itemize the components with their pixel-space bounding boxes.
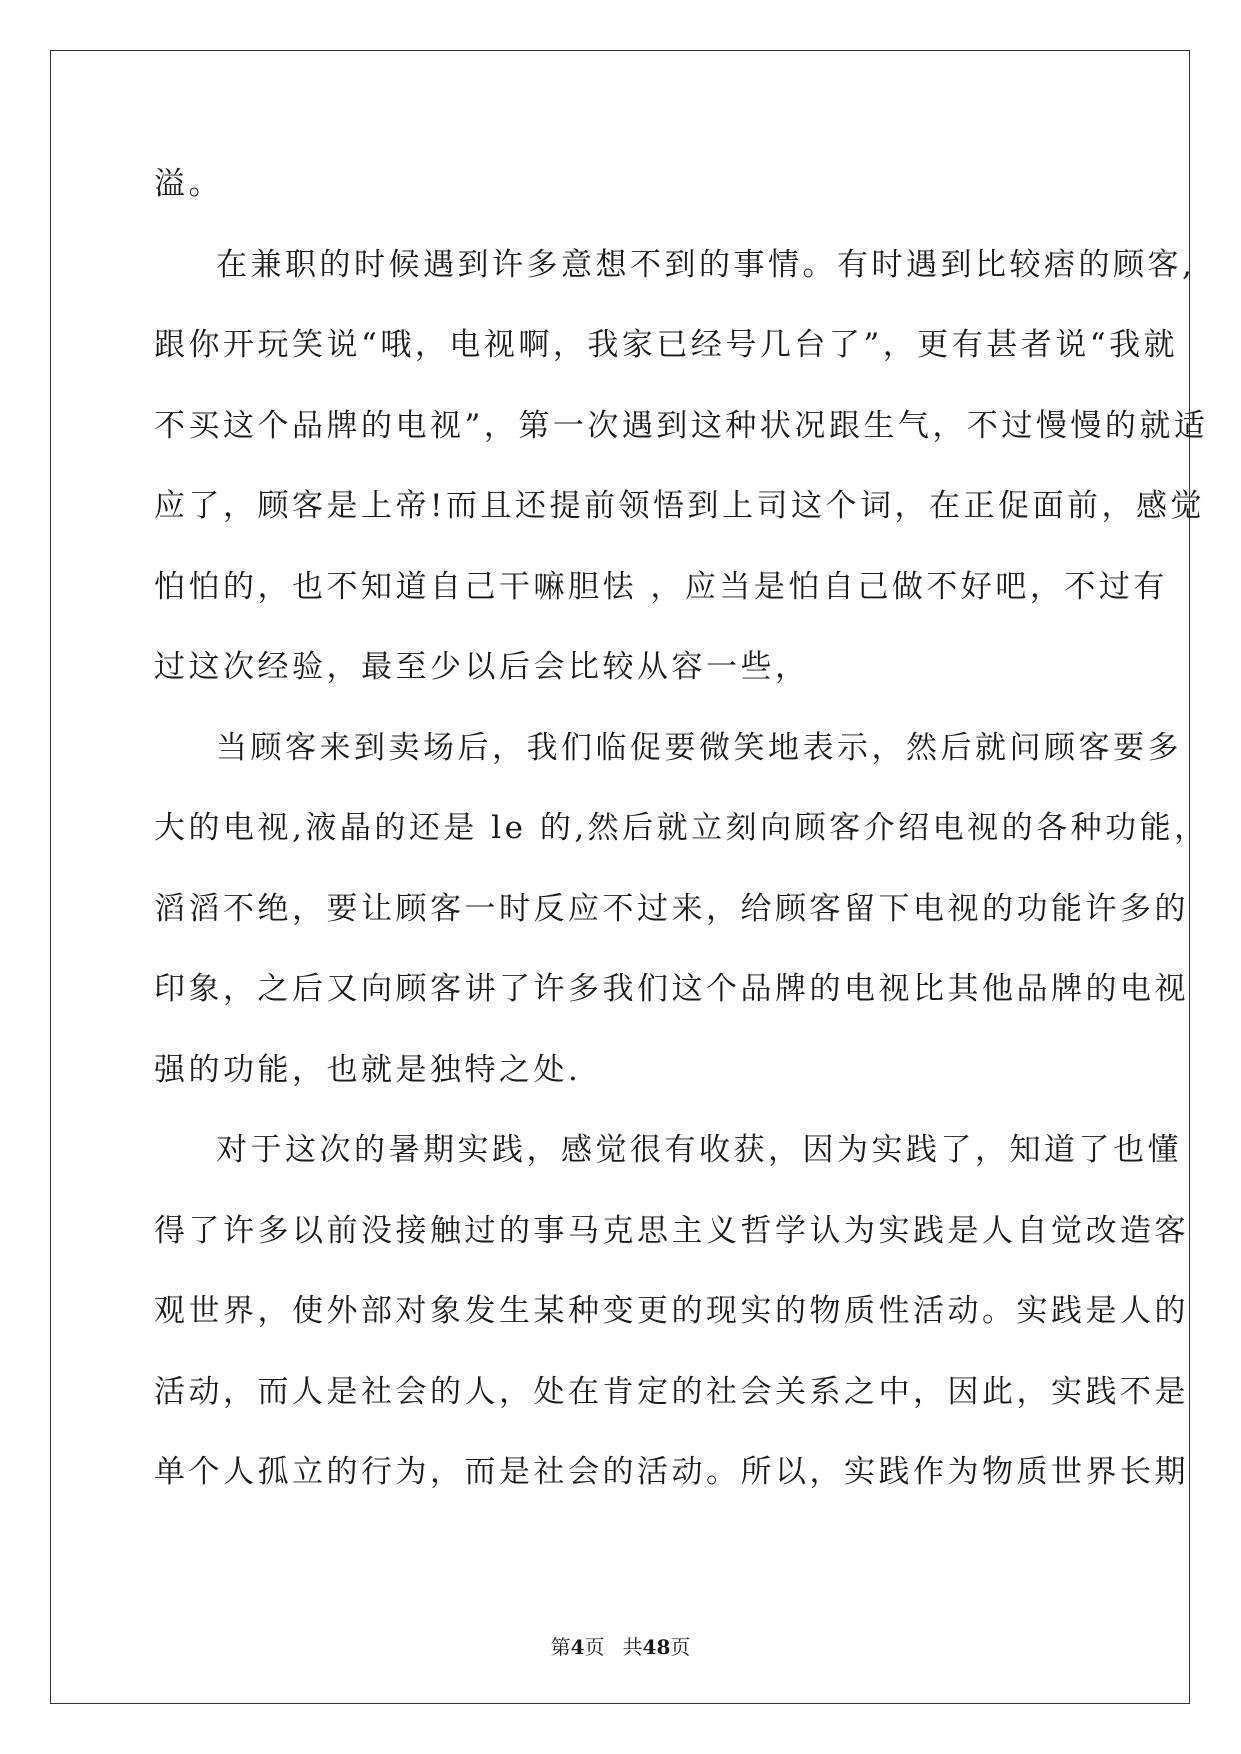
page-footer (0, 1635, 1241, 1659)
footer-page-suffix: 页 (584, 1635, 605, 1659)
footer-total-suffix: 页 (670, 1635, 691, 1659)
paragraph-start-line: 对于这次的暑期实践，感觉很有收获，因为实践了，知道了也懂 (216, 1132, 1182, 1168)
paragraph-start-line: 在兼职的时候遇到许多意想不到的事情。有时遇到比较痞的顾客, (216, 246, 1196, 283)
total-pages: 48 (642, 1635, 671, 1659)
text-line: 活动，而人是社会的人，处在肯定的社会关系之中，因此，实践不是 (154, 1373, 1189, 1410)
text-line: 不买这个品牌的电视”，第一次遇到这种状况跟生气，不过慢慢的就适 (154, 407, 1209, 444)
text-line: 滔滔不绝，要让顾客一时反应不过来，给顾客留下电视的功能许多的 (154, 890, 1189, 927)
text-line: 单个人孤立的行为，而是社会的活动。所以，实践作为物质世界长期 (154, 1454, 1189, 1490)
footer-prefix: 第 (550, 1635, 571, 1659)
text-line: 溢。 (154, 166, 223, 202)
text-line: 应了，顾客是上帝!而且还提前领悟到上司这个词，在正促面前，感觉 (154, 488, 1205, 524)
text-line: 跟你开玩笑说“哦，电视啊，我家已经号几台了”，更有甚者说“我就 (154, 327, 1179, 363)
footer-total-prefix: 共 (622, 1635, 643, 1659)
paragraph-start-line: 当顾客来到卖场后，我们临促要微笑地表示，然后就问顾客要多 (216, 729, 1182, 766)
text-line: 观世界，使外部对象发生某种变更的现实的物质性活动。实践是人的 (154, 1293, 1189, 1329)
text-line: 怕怕的，也不知道自己干嘛胆怯 ，应当是怕自己做不好吧，不过有 (154, 568, 1168, 605)
text-line: 得了许多以前没接触过的事马克思主义哲学认为实践是人自觉改造客 (154, 1212, 1189, 1249)
text-line: 强的功能，也就是独特之处. (154, 1051, 582, 1088)
text-line: 印象，之后又向顾客讲了许多我们这个品牌的电视比其他品牌的电视 (154, 971, 1189, 1007)
text-line: 大的电视,液晶的还是 le 的,然后就立刻向顾客介绍电视的各种功能， (154, 810, 1209, 846)
page-number: 4 (570, 1635, 585, 1659)
text-line: 过这次经验，最至少以后会比较从容一些， (154, 649, 810, 685)
document-body (154, 166, 1209, 1535)
